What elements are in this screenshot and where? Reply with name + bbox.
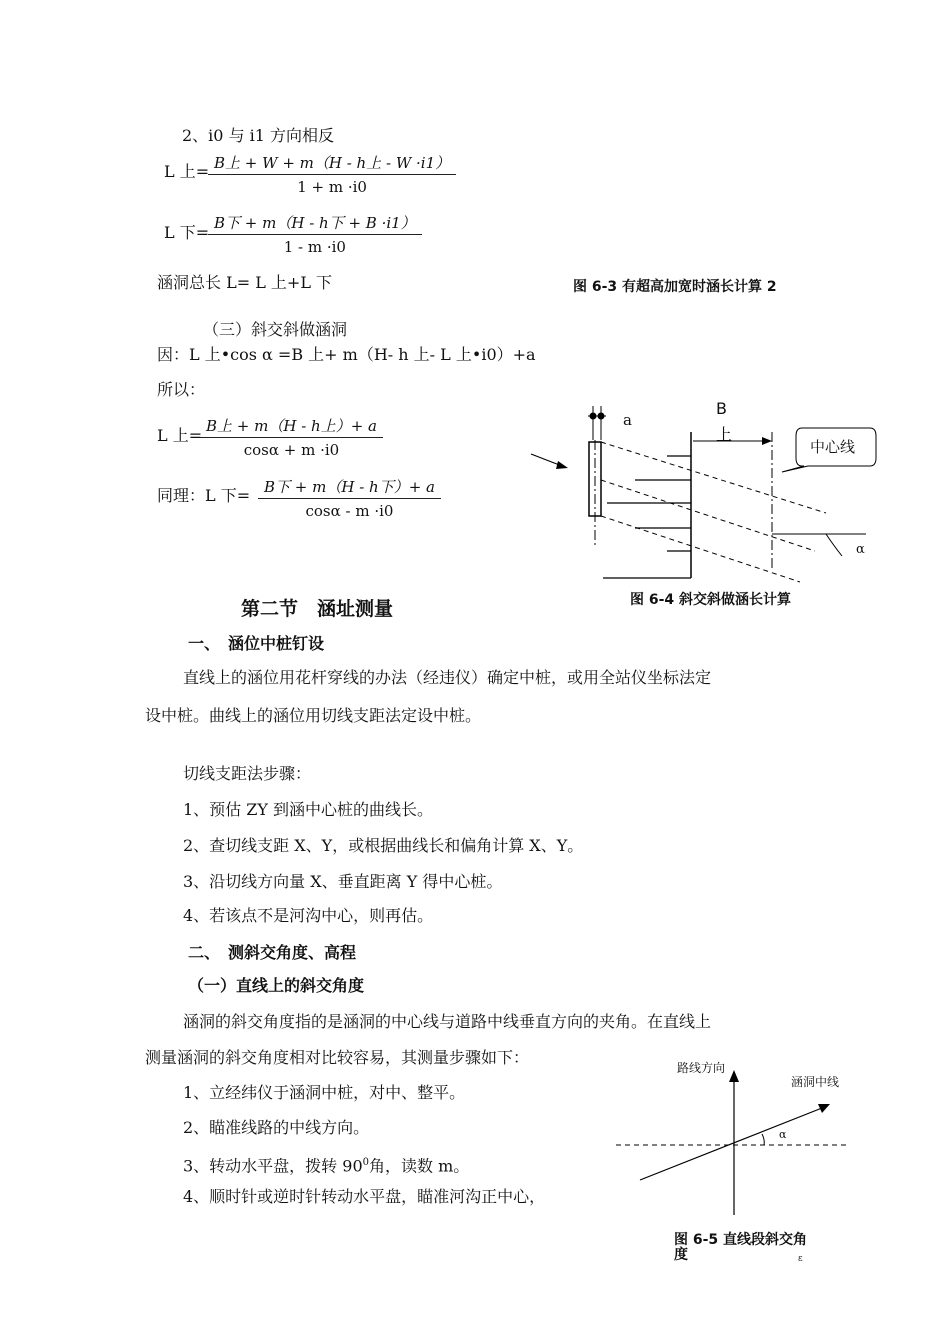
eq3-denominator: cosα + m ·i0 (243, 441, 340, 459)
section-opposite-direction: 2、i0 与 i1 方向相反 (182, 126, 335, 145)
fig65-culvert-axis (640, 1104, 830, 1180)
sub1-title: 一、 涵位中桩钉设 (188, 634, 325, 653)
eq4-denominator: cosα - m ·i0 (305, 502, 394, 520)
section2-title: 第二节 涵址测量 (241, 598, 394, 620)
eq4-numerator: B下 + m（H - h下）+ a (258, 477, 441, 499)
fig65-caption-line1: 图 6-5 直线段斜交角 (674, 1232, 808, 1248)
step2-3-text: 3、转动水平盘，拨转 90 (183, 1156, 363, 1176)
eq3-numerator: B上 + m（H - h上）+ a (200, 416, 383, 438)
fig64-label-alpha: α (856, 542, 865, 557)
step2-1: 1、立经纬仪于涵洞中桩，对中、整平。 (183, 1083, 466, 1102)
step2-4: 4、顺时针或逆时针转动水平盘，瞄准河沟正中心， (183, 1187, 546, 1206)
eq1-denominator: 1 + m ·i0 (297, 178, 367, 196)
eq1-numerator: B上 + W + m（H - h上 - W ·i1） (208, 153, 456, 175)
fig65-culvert-axis-label: 涵洞中线 (791, 1075, 840, 1089)
fig64-label-shang: 上 (716, 425, 733, 444)
eq2-denominator: 1 - m ·i0 (283, 238, 346, 256)
fig65-alpha-arc (762, 1134, 764, 1145)
fig65-caption-line2: 度 (674, 1247, 688, 1263)
eq3-lhs: L 上= (157, 426, 203, 445)
eq1-lhs: L 上= (164, 162, 210, 181)
skew-because: 因：L 上•cos α =B 上+ m（H- h 上- L 上•i0）+a (157, 345, 536, 364)
eq4-lhs: 同理：L 下= (157, 486, 251, 505)
skew-so: 所以： (157, 380, 206, 399)
para2-line1: 涵洞的斜交角度指的是涵洞的中心线与道路中线垂直方向的夹角。在直线上 (183, 1012, 712, 1031)
step-2: 2、查切线支距 X、Y，或根据曲线长和偏角计算 X、Y。 (183, 836, 584, 855)
fig64-label-a: a (623, 411, 632, 429)
sub2-title: 二、 测斜交角度、高程 (188, 943, 357, 962)
fig64-callout-text: 中心线 (810, 438, 856, 456)
step2-3-superscript: 0 (362, 1157, 370, 1168)
step2-3-tail: 角，读数 m。 (369, 1156, 470, 1176)
sub2-1-title: （一）直线上的斜交角度 (188, 976, 365, 995)
fig64-caption: 图 6-4 斜交斜做涵长计算 (630, 592, 792, 608)
fig63-caption: 图 6-3 有超高加宽时涵长计算 2 (573, 279, 777, 295)
para2-line2: 测量涵洞的斜交角度相对比较容易，其测量步骤如下： (145, 1048, 530, 1067)
total-length: 涵洞总长 L= L 上+L 下 (157, 273, 333, 292)
eq2-lhs: L 下= (164, 223, 210, 242)
fig64-label-b: B (716, 399, 727, 418)
step-1: 1、预估 ZY 到涵中心桩的曲线长。 (183, 800, 434, 819)
skew-heading: （三）斜交斜做涵洞 (203, 320, 348, 339)
step-3: 3、沿切线方向量 X、垂直距离 Y 得中心桩。 (183, 872, 503, 891)
step2-2: 2、瞄准线路的中线方向。 (183, 1118, 370, 1137)
step-4: 4、若该点不是河沟中心，则再估。 (183, 906, 434, 925)
para1-line2: 设中桩。曲线上的涵位用切线支距法定设中桩。 (145, 706, 482, 725)
steps-title: 切线支距法步骤： (183, 764, 312, 783)
eq2-numerator: B下 + m（H - h下 + B ·i1） (208, 213, 422, 235)
footer-mark: ε (798, 1254, 803, 1264)
para1-line1: 直线上的涵位用花杆穿线的办法（经违仪）确定中桩，或用全站仪坐标法定 (183, 668, 712, 687)
fig65-label-alpha: α (779, 1128, 787, 1141)
fig65-route-direction: 路线方向 (677, 1061, 726, 1075)
